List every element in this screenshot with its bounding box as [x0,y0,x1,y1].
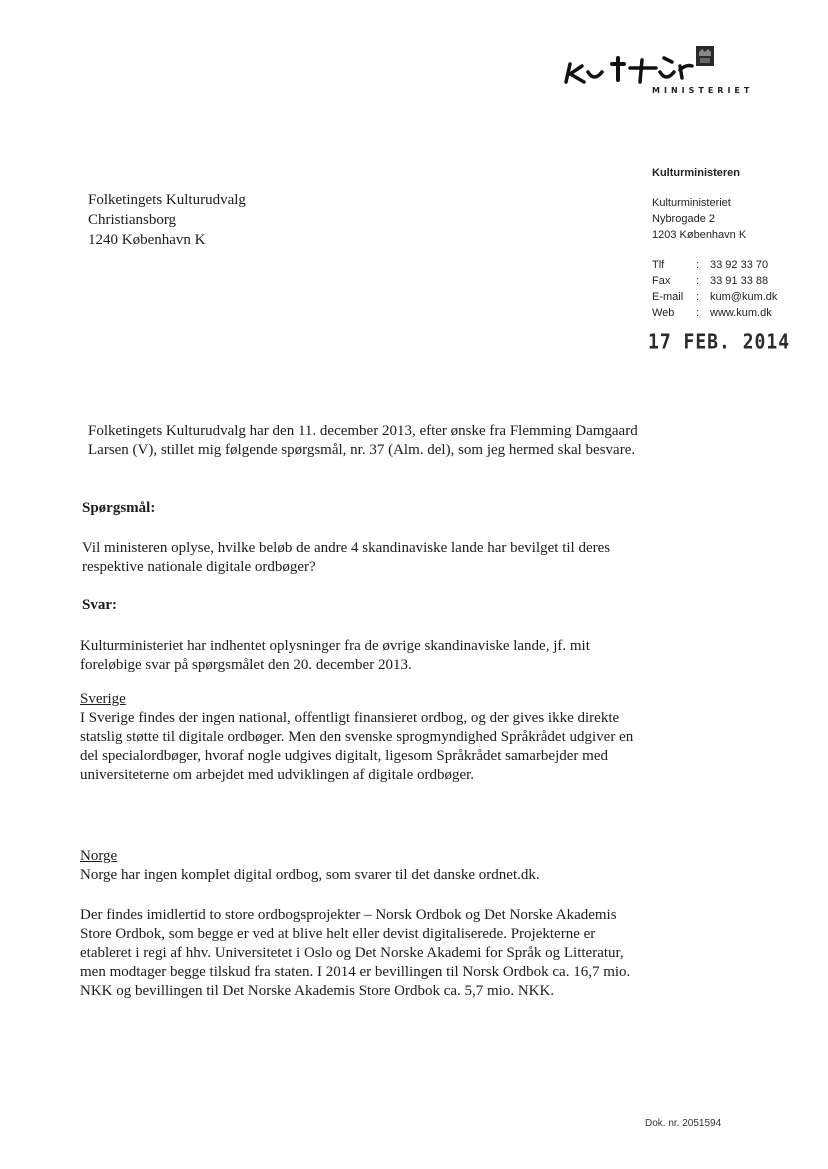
contact-separator: : [696,259,700,271]
question-paragraph: Vil ministeren oplyse, hvilke beløb de andre 4 skandinaviske lande har bevilget til deres respektive nationale digitale ordbøger? [82,540,611,575]
contact-row-phone [652,257,777,273]
kultur-wordmark-logo [560,42,760,86]
logo-subtitle: MINISTERIET [652,86,754,95]
sweden-heading: Sverige [80,691,126,707]
document-number: Dok. nr. 2051594 [645,1118,722,1129]
answer-intro-paragraph: Kulturministeriet har indhentet oplysninger fra de øvrige skandinaviske lande, jf. mit foreløbige svar på spørgsmålet den 20. december 2013. [80,638,590,673]
sender-title: Kulturministeren [652,167,741,179]
date-stamp: 17 FEB. 2014 [648,330,791,355]
recipient-address [88,190,246,250]
contact-key: Tlf [652,259,665,271]
norway-paragraph-1: Norge har ingen komplet digital ordbog, som svarer til det danske ordnet.dk. [80,867,540,883]
norway-paragraph-2: Der findes imidlertid to store ordbogsprojekter – Norsk Ordbok og Det Norske Akademis Store Ordbok, som begge er ved at blive helt eller devist digitaliserede. Projekterne er etableret i regi af hhv. Universitetet i Oslo og Det Norske Akademi for Språk og Litteratur, men modtager begge tilskud fra staten. I 2014 er bevillingen til Norsk Ordbok ca. 16,7 mio. NKK og bevillingen til Det Norske Akademis Store Ordbok ca. 5,7 mio. NKK. [80,907,631,999]
contact-value: 33 91 33 88 [710,275,769,287]
contact-value: 33 92 33 70 [710,259,769,271]
contact-separator: : [696,291,700,303]
intro-paragraph: Folketingets Kulturudvalg har den 11. december 2013, efter ønske fra Flemming Damgaard Larsen (V), stillet mig følgende spørgsmål, nr. 37 (Alm. del), som jeg hermed skal besvare. [88,423,638,458]
norway-heading: Norge [80,848,118,864]
contact-row-web [652,305,777,321]
contact-separator: : [696,307,700,319]
contact-row-email [652,289,777,305]
ministry-logo [560,42,760,102]
sender-org: Kulturministeriet [652,197,731,209]
contact-key: E-mail [652,291,684,303]
contact-key: Web [652,307,675,319]
recipient-name: Folketingets Kulturudvalg [88,192,246,208]
sender-contact-list [652,257,777,321]
sweden-paragraph: I Sverige findes der ingen national, offentligt finansieret ordbog, og der gives ikke direkte statslig støtte til digitale ordbøger. Men den svenske sprogmyndighed Språkrådet udgiver en del specialordbøger, hvoraf nogle udgives digitalt, ligesom Språkrådet samarbejder med universiteterne om arbejdet med udviklingen af digitale ordbøger. [80,710,634,783]
answer-heading: Svar: [82,597,117,613]
contact-key: Fax [652,275,671,287]
contact-row-fax [652,273,777,289]
contact-value: kum@kum.dk [710,291,778,303]
question-heading: Spørgsmål: [82,500,156,516]
recipient-building: Christiansborg [88,212,177,228]
contact-value: www.kum.dk [710,307,772,319]
contact-separator: : [696,275,700,287]
recipient-city: 1240 København K [88,232,206,248]
sender-address [652,195,746,243]
sender-city: 1203 København K [652,229,747,241]
sender-street: Nybrogade 2 [652,213,715,225]
